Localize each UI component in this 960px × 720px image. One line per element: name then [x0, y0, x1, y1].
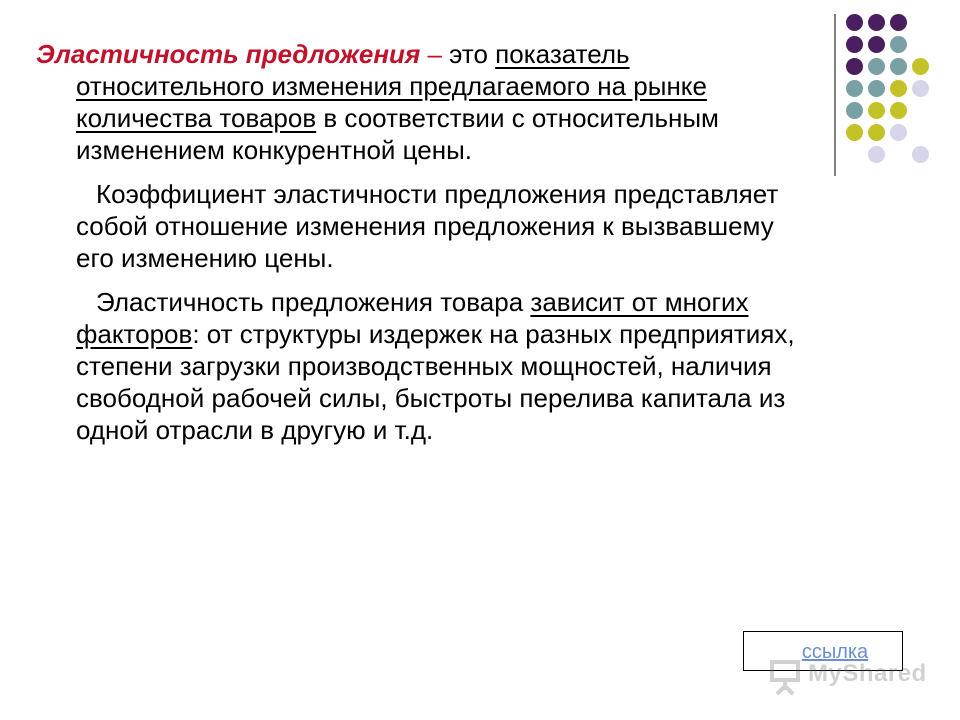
term-dash: –	[420, 39, 450, 69]
decorative-dot	[890, 80, 907, 97]
decorative-dot	[890, 102, 907, 119]
factors-text-end: : от структуры издержек на разных предприятиях, степени загрузки производственных мощностей, наличия свободной рабочей силы, быстроты перелива капитала из одной отрасли в другую и т.д.	[76, 319, 795, 445]
coefficient-paragraph: Коэффициент эластичности предложения представляет собой отношение изменения предложения к вызвавшему его изменению цены.	[76, 179, 779, 273]
decorative-dot	[868, 146, 885, 163]
decorative-dot	[890, 14, 907, 31]
decorative-dot	[868, 102, 885, 119]
decorative-dot	[890, 58, 907, 75]
decorative-dot	[868, 58, 885, 75]
definition-text-end: в соответствии с относительным изменением конкурентной цены.	[76, 103, 719, 165]
decorative-dot	[912, 58, 929, 75]
decorative-dot	[846, 124, 863, 141]
definition-text-start: это	[449, 39, 496, 69]
watermark-logo	[768, 656, 928, 700]
decorative-dot	[868, 36, 885, 53]
presentation-icon	[768, 656, 804, 696]
factors-paragraph	[36, 286, 811, 446]
decorative-dot	[846, 80, 863, 97]
decorative-dot	[868, 14, 885, 31]
decorative-dot	[868, 80, 885, 97]
decorative-dot	[890, 36, 907, 53]
decorative-dot	[912, 146, 929, 163]
factors-text-start: Эластичность предложения товара	[96, 287, 531, 317]
decorative-dot	[912, 80, 929, 97]
decorative-dot	[846, 36, 863, 53]
watermark-text: MyShared	[808, 660, 927, 687]
factors-underlined-text: зависит от многих факторов	[76, 287, 749, 349]
decorative-dot	[846, 14, 863, 31]
definition-underlined-text: показатель относительного изменения предлагаемого на рынке количества товаров	[76, 39, 707, 133]
decorative-dot	[868, 124, 885, 141]
definition-paragraph	[36, 38, 811, 166]
slide-body	[36, 38, 811, 458]
link-label[interactable]: ссылка	[801, 640, 869, 663]
term-heading: Эластичность предложения	[36, 39, 421, 69]
decorative-dot-grid	[846, 14, 946, 154]
decorative-dot	[890, 124, 907, 141]
decorative-dot	[846, 102, 863, 119]
vertical-divider	[834, 14, 836, 176]
decorative-dot	[846, 58, 863, 75]
